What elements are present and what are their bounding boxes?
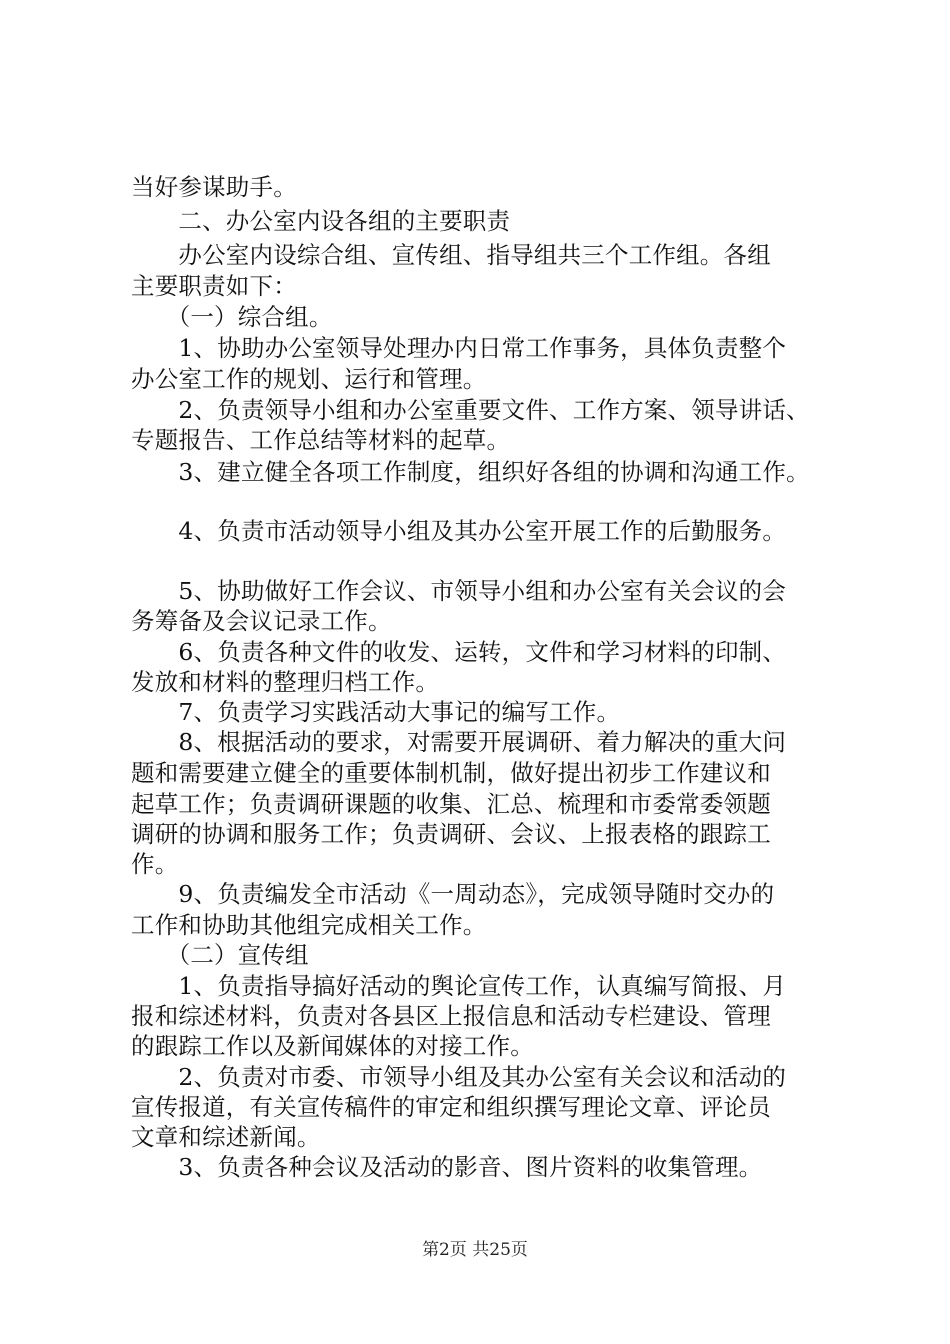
text-line: 办公室工作的规划、运行和管理。 <box>131 365 487 393</box>
text-line: 3、负责各种会议及活动的影音、图片资料的收集管理。 <box>131 1153 763 1181</box>
text-line: 2、负责对市委、市领导小组及其办公室有关会议和活动的 <box>131 1063 787 1091</box>
subsection-heading: （二）宣传组 <box>131 941 309 969</box>
text-line: 专题报告、工作总结等材料的起草。 <box>131 426 511 454</box>
text-line: 当好参谋助手。 <box>131 173 297 201</box>
text-line: 2、负责领导小组和办公室重要文件、工作方案、领导讲话、 <box>131 396 810 424</box>
text-line: 8、根据活动的要求，对需要开展调研、着力解决的重大问 <box>131 728 787 756</box>
text-line: 发放和材料的整理归档工作。 <box>131 668 440 696</box>
text-line: 主要职责如下： <box>131 272 297 300</box>
text-line: 办公室内设综合组、宣传组、指导组共三个工作组。各组 <box>131 241 771 269</box>
text-line: 6、负责各种文件的收发、运转，文件和学习材料的印制、 <box>131 638 787 666</box>
text-line: 报和综述材料，负责对各县区上报信息和活动专栏建设、管理 <box>131 1002 771 1030</box>
text-line: 务筹备及会议记录工作。 <box>131 607 392 635</box>
text-line: 起草工作；负责调研课题的收集、汇总、梳理和市委常委领题 <box>131 790 771 818</box>
text-line: 5、协助做好工作会议、市领导小组和办公室有关会议的会 <box>131 577 787 605</box>
text-line: 作。 <box>131 850 179 878</box>
subsection-heading: （一）综合组。 <box>131 303 333 331</box>
text-line: 9、负责编发全市活动《一周动态》，完成领导随时交办的 <box>131 880 775 908</box>
text-line: 的跟踪工作以及新闻媒体的对接工作。 <box>131 1032 534 1060</box>
text-line: 工作和协助其他组完成相关工作。 <box>131 911 487 939</box>
page-number-footer: 第2页 共25页 <box>422 1240 528 1260</box>
text-line: 7、负责学习实践活动大事记的编写工作。 <box>131 698 621 726</box>
text-line: 3、建立健全各项工作制度，组织好各组的协调和沟通工作。 <box>131 458 810 486</box>
text-line: 题和需要建立健全的重要体制机制，做好提出初步工作建议和 <box>131 759 771 787</box>
section-heading: 二、办公室内设各组的主要职责 <box>131 207 511 235</box>
text-line: 4、负责市活动领导小组及其办公室开展工作的后勤服务。 <box>131 517 787 545</box>
text-line: 1、负责指导搞好活动的舆论宣传工作，认真编写简报、月 <box>131 972 787 1000</box>
text-line: 1、协助办公室领导处理办内日常工作事务，具体负责整个 <box>131 334 787 362</box>
text-line: 文章和综述新闻。 <box>131 1123 321 1151</box>
text-line: 调研的协调和服务工作；负责调研、会议、上报表格的跟踪工 <box>131 820 771 848</box>
text-line: 宣传报道，有关宣传稿件的审定和组织撰写理论文章、评论员 <box>131 1093 771 1121</box>
